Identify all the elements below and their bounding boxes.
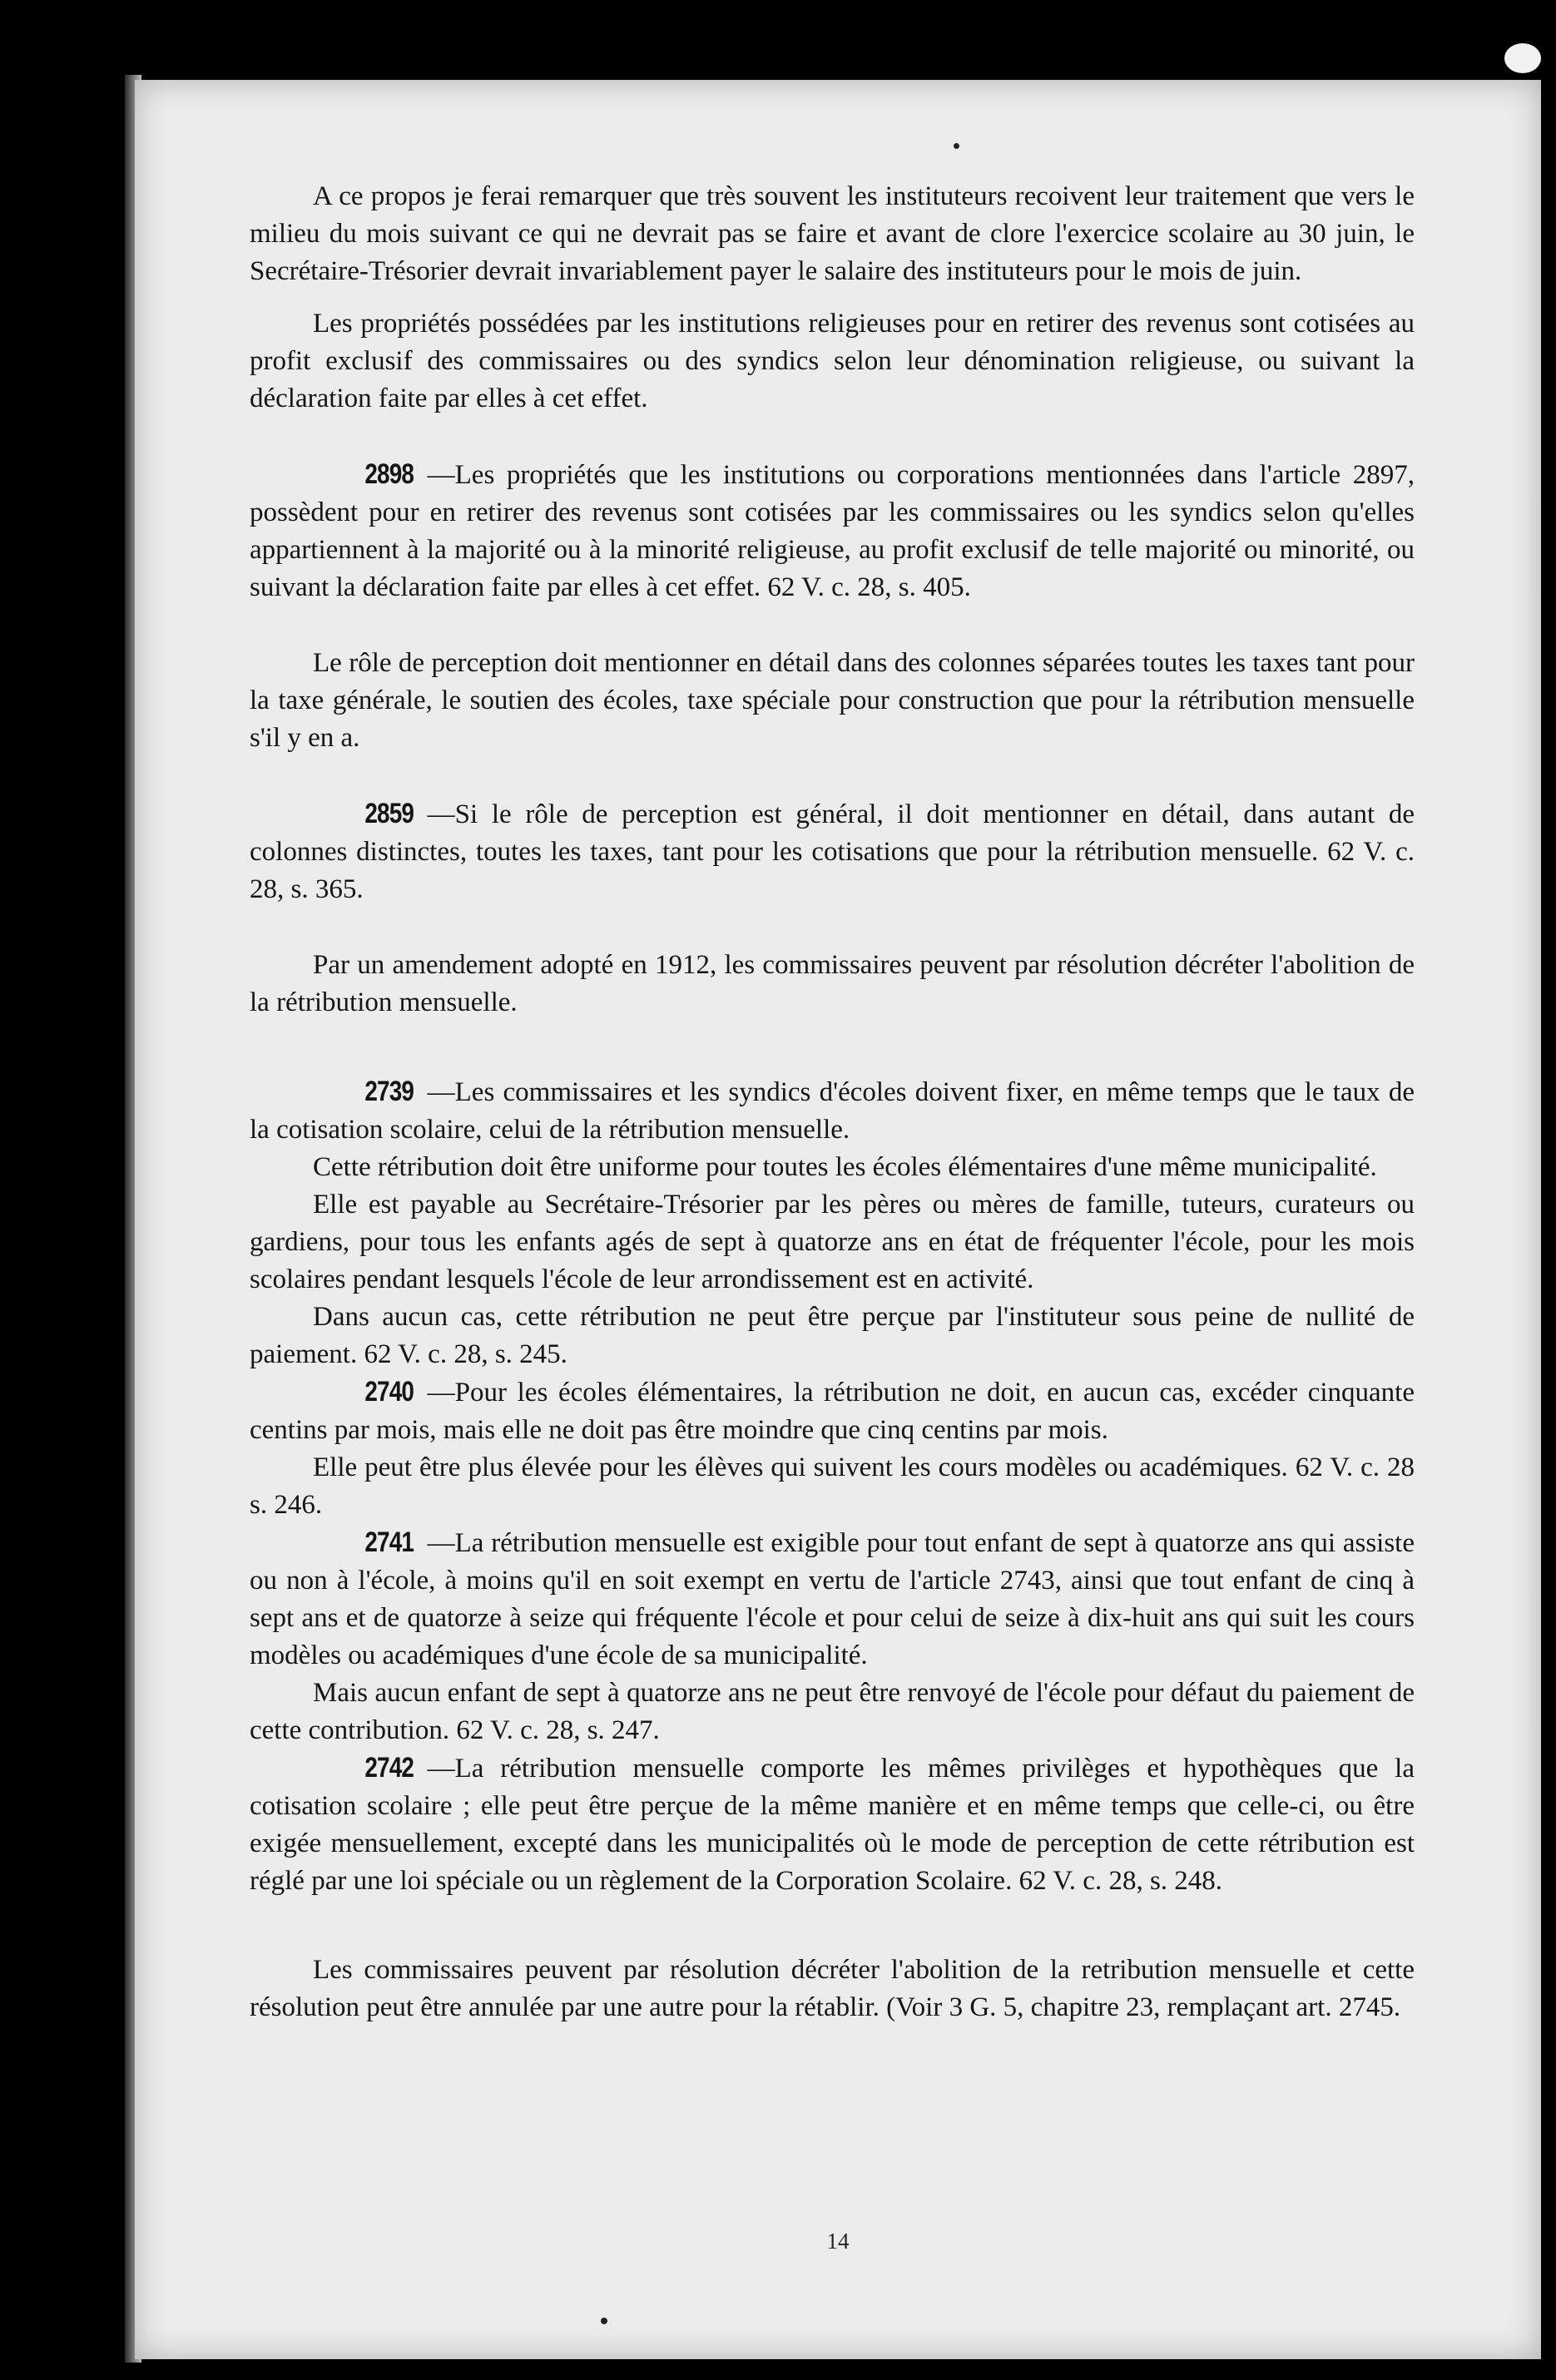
article-text: —Si le rôle de perception est général, il doit mentionner en détail, dans autant de colonnes distinctes, toutes les taxes, tant pour les cotisations que pour la rétribution mensuelle. 62 V. c. 28, s. 365. <box>250 799 1415 904</box>
article-text: —Pour les écoles élémentaires, la rétribution ne doit, en aucun cas, excéder cinquante centins par mois, mais elle ne doit pas être moindre que cinq centins par mois. <box>250 1378 1415 1445</box>
article-number: 2741 <box>364 1526 414 1558</box>
paragraph-12: Elle peut être plus élevée pour les élèves qui suivent les cours modèles ou académiques. 62 V. c. 28 s. 246. <box>250 1452 1415 1520</box>
scan-edge-mark <box>1531 496 1536 596</box>
scan-artifact <box>1504 43 1541 73</box>
article-number: 2740 <box>364 1376 414 1408</box>
paragraph-6: Par un amendement adopté en 1912, les commissaires peuvent par résolution décréter l'abolition de la rétribution mensuelle. <box>250 950 1415 1017</box>
paragraph-14: Mais aucun enfant de sept à quatorze ans ne peut être renvoyé de l'école pour défaut du paiement de cette contribution. 62 V. c. 28, s. 247. <box>250 1678 1415 1745</box>
paragraph-16: Les commissaires peuvent par résolution décréter l'abolition de la retribution mensuelle et cette résolution peut être annulée par une autre pour la rétablir. (Voir 3 G. 5, chapitre 23, remplaçant art. 2745. <box>250 1955 1415 2022</box>
scan-speck <box>954 143 959 149</box>
article-2739 <box>250 1073 1415 1149</box>
paragraph-9: Elle est payable au Secrétaire-Trésorier par les pères ou mères de famille, tuteurs, curateurs ou gardiens, pour tous les enfants agés de sept à quatorze ans en état de fréquenter l'école, pour les mois scolaires pendant lesquels l'école de leur arrondissement est en activité. <box>250 1190 1415 1294</box>
article-2898 <box>250 456 1415 606</box>
paragraph-1: A ce propos je ferai remarquer que très souvent les instituteurs recoivent leur traitement que vers le milieu du mois suivant ce qui ne devrait pas se faire et avant de clore l'exercice scolaire au 30 juin, le Secrétaire-Trésorier devrait invariablement payer le salaire des instituteurs pour le mois de juin. <box>250 181 1415 286</box>
paragraph-10: Dans aucun cas, cette rétribution ne peut être perçue par l'instituteur sous peine de nullité de paiement. 62 V. c. 28, s. 245. <box>250 1302 1415 1369</box>
document-body <box>250 178 1415 2026</box>
paragraph-8: Cette rétribution doit être uniforme pour toutes les écoles élémentaires d'une même municipalité. <box>313 1152 1377 1182</box>
scan-edge-mark <box>1531 1594 1536 1727</box>
page-number: 14 <box>826 2229 850 2254</box>
article-number: 2742 <box>364 1752 414 1784</box>
article-number: 2898 <box>364 458 414 490</box>
article-2742 <box>250 1749 1415 1900</box>
article-text: —La rétribution mensuelle est exigible pour tout enfant de sept à quatorze ans qui assiste ou non à l'école, à moins qu'il en soit exempt en vertu de l'article 2743, ainsi que tout enfant de cinq à sept ans et de quatorze à seize qui fréquente l'école et pour celui de seize à dix-huit ans qui suit les cours modèles ou académiques d'une école de sa municipalité. <box>250 1528 1415 1670</box>
scan-speck <box>601 2318 607 2324</box>
paragraph-2: Les propriétés possédées par les institutions religieuses pour en retirer des revenus sont cotisées au profit exclusif des commissaires ou des syndics selon leur dénomination religieuse, ou suivant la déclaration faite par elles à cet effet. <box>250 309 1415 413</box>
article-number: 2859 <box>364 798 414 829</box>
document-page <box>135 80 1541 2359</box>
article-text: —La rétribution mensuelle comporte les mêmes privilèges et hypothèques que la cotisation scolaire ; elle peut être perçue de la même manière et en même temps que celle-ci, ou être exigée mensuellement, excepté dans les municipalités où le mode de perception de cette rétribution est réglé par une loi spéciale ou un règlement de la Corporation Scolaire. 62 V. c. 28, s. 248. <box>250 1754 1415 1896</box>
paragraph-4: Le rôle de perception doit mentionner en détail dans des colonnes séparées toutes les taxes tant pour la taxe générale, le soutien des écoles, taxe spéciale pour construction que pour la rétribution mensuelle s'il y en a. <box>250 648 1415 753</box>
article-2859 <box>250 795 1415 908</box>
article-2741 <box>250 1524 1415 1675</box>
article-text: —Les commissaires et les syndics d'écoles doivent fixer, en même temps que le taux de la cotisation scolaire, celui de la rétribution mensuelle. <box>250 1077 1415 1145</box>
article-text: —Les propriétés que les institutions ou corporations mentionnées dans l'article 2897, possèdent pour en retirer des revenus sont cotisées par les commissaires ou les syndics selon qu'elles appartiennent à la majorité ou à la minorité religieuse, au profit exclusif de telle majorité ou minorité, ou suivant la déclaration faite par elles à cet effet. 62 V. c. 28, s. 405. <box>250 460 1415 602</box>
article-2740 <box>250 1373 1415 1449</box>
article-number: 2739 <box>364 1076 414 1107</box>
